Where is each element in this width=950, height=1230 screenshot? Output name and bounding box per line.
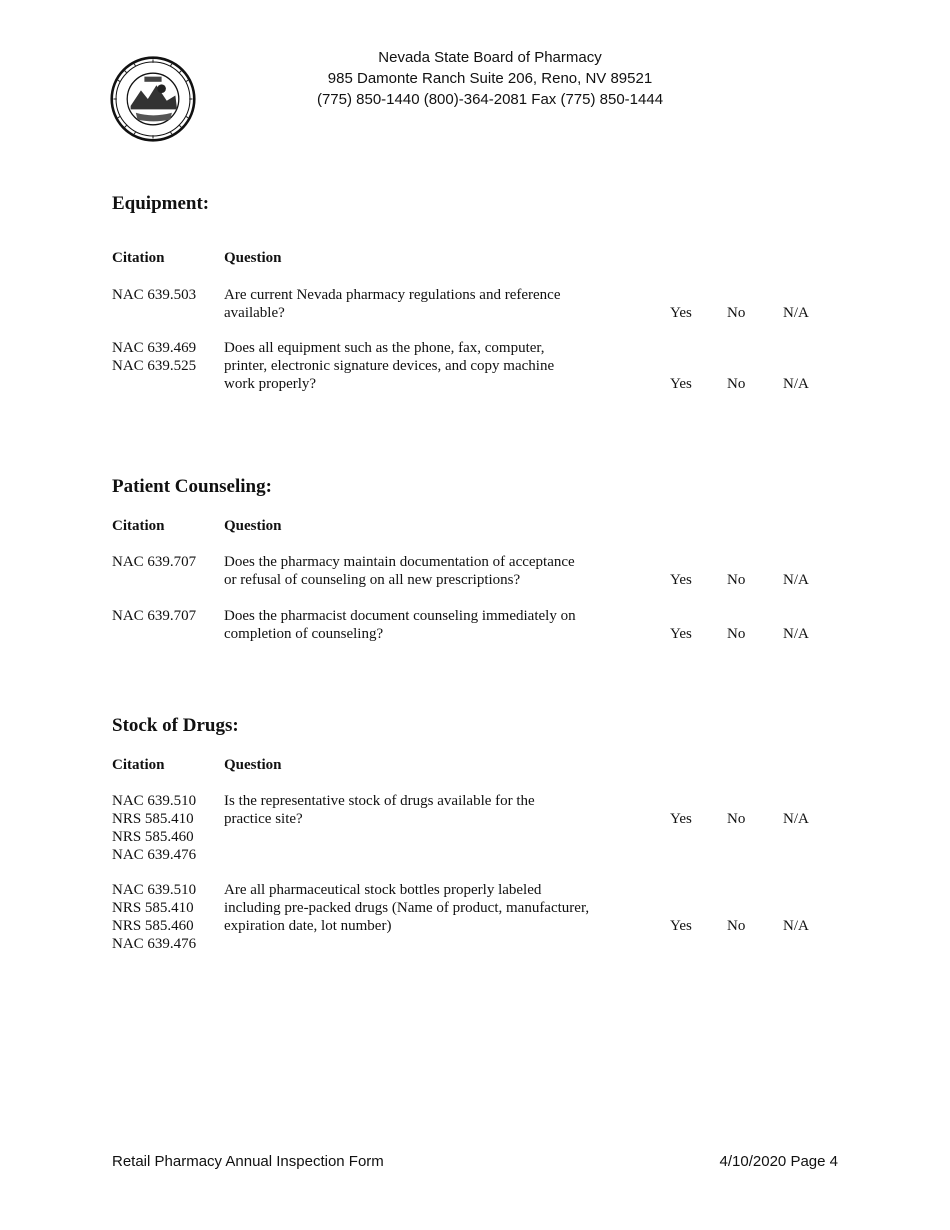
letterhead xyxy=(300,47,680,110)
answer-no[interactable]: No xyxy=(727,811,746,827)
column-header-citation: Citation xyxy=(112,518,165,534)
column-header-citation: Citation xyxy=(112,250,165,266)
answer-yes[interactable]: Yes xyxy=(670,811,692,827)
answer-no[interactable]: No xyxy=(727,572,746,588)
question-line: Does the pharmacy maintain documentation of acceptance xyxy=(224,554,575,570)
column-header-question: Question xyxy=(224,250,282,266)
organization-name: Nevada State Board of Pharmacy xyxy=(378,49,602,66)
question-line: available? xyxy=(224,305,285,321)
citation: NAC 639.525 xyxy=(112,358,197,374)
section-title-equipment: Equipment: xyxy=(112,193,210,214)
question-line: or refusal of counseling on all new prescriptions? xyxy=(224,572,521,588)
footer-date-page: 4/10/2020 Page 4 xyxy=(719,1153,838,1170)
citation: NAC 639.476 xyxy=(112,847,197,863)
answer-yes[interactable]: Yes xyxy=(670,918,692,934)
answer-na[interactable]: N/A xyxy=(783,572,809,588)
question-line: Is the representative stock of drugs available for the xyxy=(224,793,535,809)
column-header-question: Question xyxy=(224,757,282,773)
question-line: expiration date, lot number) xyxy=(224,918,392,934)
citation: NAC 639.476 xyxy=(112,936,197,952)
citation: NAC 639.503 xyxy=(112,287,197,303)
question-cell xyxy=(224,792,624,828)
answer-yes[interactable]: Yes xyxy=(670,376,692,392)
answer-no[interactable]: No xyxy=(727,305,746,321)
state-seal-logo xyxy=(110,56,196,142)
citation: NAC 639.707 xyxy=(112,554,197,570)
citation-cell xyxy=(112,881,217,953)
footer-form-name: Retail Pharmacy Annual Inspection Form xyxy=(112,1153,384,1170)
answer-yes[interactable]: Yes xyxy=(670,626,692,642)
citation-cell xyxy=(112,553,217,571)
citation-cell xyxy=(112,792,217,864)
citation-cell xyxy=(112,607,217,625)
citation: NAC 639.510 xyxy=(112,793,197,809)
organization-phones: (775) 850-1440 (800)-364-2081 Fax (775) 850-1444 xyxy=(316,91,664,108)
question-line: Are current Nevada pharmacy regulations and reference xyxy=(224,287,561,303)
answer-no[interactable]: No xyxy=(727,918,746,934)
citation: NRS 585.410 xyxy=(112,900,194,916)
section-title-stock-of-drugs: Stock of Drugs: xyxy=(112,715,239,736)
answer-na[interactable]: N/A xyxy=(783,626,809,642)
section-title-patient-counseling: Patient Counseling: xyxy=(112,476,272,497)
citation-cell xyxy=(112,339,217,375)
question-line: including pre-packed drugs (Name of product, manufacturer, xyxy=(224,900,590,916)
citation: NAC 639.469 xyxy=(112,340,197,356)
citation: NRS 585.410 xyxy=(112,811,194,827)
citation: NRS 585.460 xyxy=(112,918,194,934)
question-cell xyxy=(224,339,624,393)
answer-yes[interactable]: Yes xyxy=(670,572,692,588)
citation: NAC 639.707 xyxy=(112,608,197,624)
column-header-citation: Citation xyxy=(112,757,165,773)
answer-no[interactable]: No xyxy=(727,376,746,392)
citation: NRS 585.460 xyxy=(112,829,194,845)
question-line: practice site? xyxy=(224,811,303,827)
question-line: Are all pharmaceutical stock bottles properly labeled xyxy=(224,882,542,898)
question-cell xyxy=(224,607,624,643)
answer-yes[interactable]: Yes xyxy=(670,305,692,321)
question-cell xyxy=(224,881,624,935)
question-line: Does all equipment such as the phone, fax, computer, xyxy=(224,340,545,356)
organization-address: 985 Damonte Ranch Suite 206, Reno, NV 89521 xyxy=(327,70,653,87)
answer-no[interactable]: No xyxy=(727,626,746,642)
question-cell xyxy=(224,553,624,589)
column-header-question: Question xyxy=(224,518,282,534)
answer-na[interactable]: N/A xyxy=(783,811,809,827)
question-cell xyxy=(224,286,624,322)
question-line: work properly? xyxy=(224,376,317,392)
answer-na[interactable]: N/A xyxy=(783,305,809,321)
citation: NAC 639.510 xyxy=(112,882,197,898)
citation-cell xyxy=(112,286,217,304)
question-line: Does the pharmacist document counseling immediately on xyxy=(224,608,576,624)
question-line: completion of counseling? xyxy=(224,626,384,642)
answer-na[interactable]: N/A xyxy=(783,918,809,934)
answer-na[interactable]: N/A xyxy=(783,376,809,392)
question-line: printer, electronic signature devices, and copy machine xyxy=(224,358,555,374)
